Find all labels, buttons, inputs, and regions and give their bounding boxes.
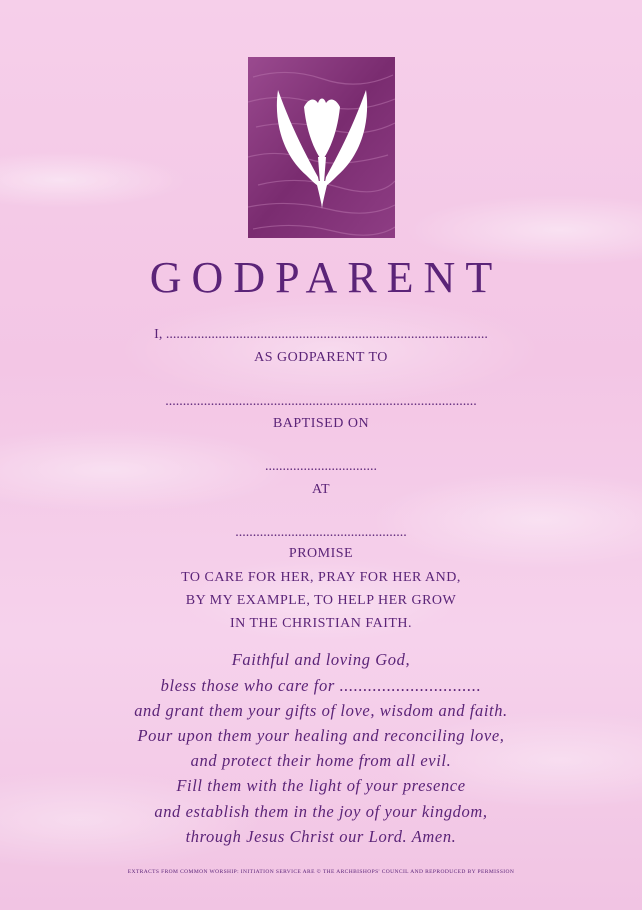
promise-line: TO CARE FOR HER, PRAY FOR HER AND, <box>181 570 461 585</box>
date-blank: ................................ <box>265 459 377 474</box>
promise-line: PROMISE <box>288 546 354 561</box>
at-label: AT <box>311 482 331 497</box>
promise-line: BY MY EXAMPLE, TO HELP HER GROW <box>185 593 457 608</box>
declaration-prefix: I, <box>154 327 163 342</box>
as-godparent-to-label: AS GODPARENT TO <box>254 350 388 365</box>
prayer-line: Fill them with the light of your presence <box>176 776 466 795</box>
prayer-line: through Jesus Christ our Lord. Amen. <box>185 827 457 846</box>
prayer-line: and protect their home from all evil. <box>190 751 452 770</box>
declaration-line <box>0 327 642 343</box>
baptised-on-label: BAPTISED ON <box>272 416 370 431</box>
place-blank: ................................................. <box>235 525 407 540</box>
prayer-line: bless those who care for .............................. <box>160 676 482 695</box>
prayer-line: and establish them in the joy of your kingdom, <box>154 802 488 821</box>
prayer-line: and grant them your gifts of love, wisdom and faith. <box>134 701 508 720</box>
dove-logo-icon <box>248 57 395 238</box>
copyright-footer: EXTRACTS FROM COMMON WORSHIP: INITIATION SERVICE ARE © THE ARCHBISHOPS' COUNCIL AND REPRODUCED BY PERMISSION <box>127 869 515 875</box>
certificate-title: GODPARENT <box>149 253 503 302</box>
child-name-blank: ......................................................................................... <box>165 394 477 409</box>
prayer-line: Pour upon them your healing and reconciling love, <box>137 726 505 745</box>
prayer-line: Faithful and loving God, <box>231 650 411 669</box>
promise-line: IN THE CHRISTIAN FAITH. <box>229 616 413 631</box>
name-blank: ............................................................................................ <box>165 327 488 342</box>
